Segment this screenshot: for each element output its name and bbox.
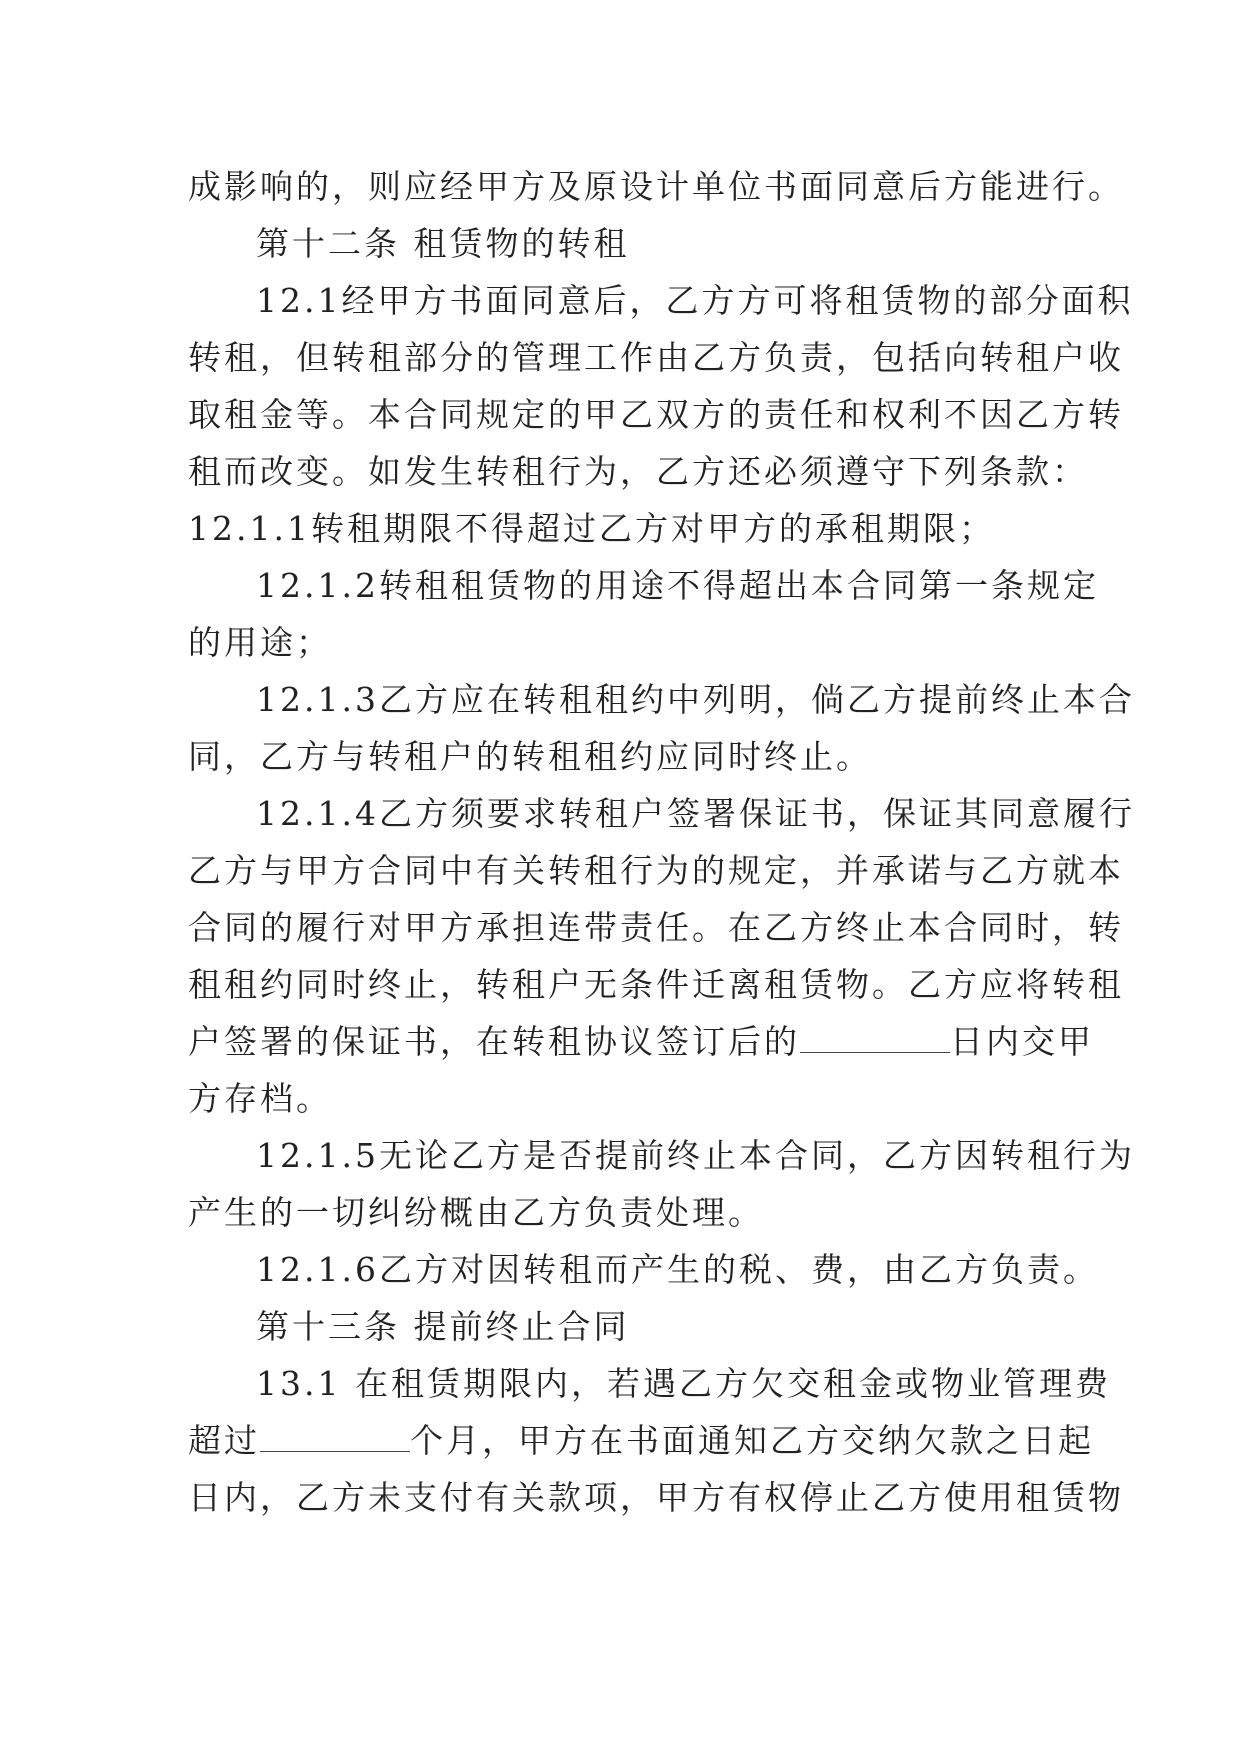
fill-in-blank — [800, 1026, 950, 1053]
paragraph-line: 产生的一切纠纷概由乙方负责处理。 — [188, 1193, 764, 1232]
line-text: 个月，甲方在书面通知乙方交纳欠款之日起 — [410, 1421, 1094, 1460]
paragraph-line: 租而改变。如发生转租行为，乙方还必须遵守下列条款： — [188, 452, 1088, 491]
document-body — [188, 158, 1135, 1526]
paragraph-line: 的用途； — [188, 623, 332, 662]
paragraph-line — [188, 1013, 1094, 1070]
paragraph-line: 取租金等。本合同规定的甲乙双方的责任和权利不因乙方转 — [188, 395, 1124, 434]
paragraph-line: 日内，乙方未支付有关款项，甲方有权停止乙方使用租赁物 — [188, 1478, 1124, 1517]
paragraph-line: 12.1.6乙方对因转租而产生的税、费，由乙方负责。 — [256, 1250, 1099, 1289]
fill-in-blank — [260, 1425, 410, 1452]
paragraph-line: 13.1 在租赁期限内，若遇乙方欠交租金或物业管理费 — [256, 1364, 1111, 1403]
paragraph-line: 乙方与甲方合同中有关转租行为的规定，并承诺与乙方就本 — [188, 851, 1124, 890]
paragraph-line: 转租，但转租部分的管理工作由乙方负责，包括向转租户收 — [188, 338, 1124, 377]
line-text: 日内交甲 — [950, 1022, 1094, 1061]
paragraph-line: 12.1.4乙方须要求转租户签署保证书，保证其同意履行 — [256, 794, 1135, 833]
paragraph-line: 同，乙方与转租户的转租租约应同时终止。 — [188, 737, 872, 776]
paragraph-line: 12.1.2转租租赁物的用途不得超出本合同第一条规定 — [256, 566, 1099, 605]
paragraph-line: 租租约同时终止，转租户无条件迁离租赁物。乙方应将转租 — [188, 965, 1124, 1004]
paragraph-line: 12.1.5无论乙方是否提前终止本合同，乙方因转租行为 — [256, 1136, 1135, 1175]
paragraph-line: 成影响的，则应经甲方及原设计单位书面同意后方能进行。 — [188, 167, 1124, 206]
paragraph-line: 12.1经甲方书面同意后，乙方方可将租赁物的部分面积 — [256, 281, 1134, 320]
line-text: 户签署的保证书，在转租协议签订后的 — [188, 1022, 800, 1061]
paragraph-line: 12.1.1转租期限不得超过乙方对甲方的承租期限； — [188, 509, 995, 548]
paragraph-line: 合同的履行对甲方承担连带责任。在乙方终止本合同时，转 — [188, 908, 1124, 947]
article-13-heading: 第十三条 提前终止合同 — [256, 1307, 630, 1346]
paragraph-line: 12.1.3乙方应在转租租约中列明，倘乙方提前终止本合 — [256, 680, 1135, 719]
paragraph-line — [188, 1412, 1094, 1469]
paragraph-line: 方存档。 — [188, 1079, 332, 1118]
line-text: 超过 — [188, 1421, 260, 1460]
article-12-heading: 第十二条 租赁物的转租 — [256, 224, 630, 263]
